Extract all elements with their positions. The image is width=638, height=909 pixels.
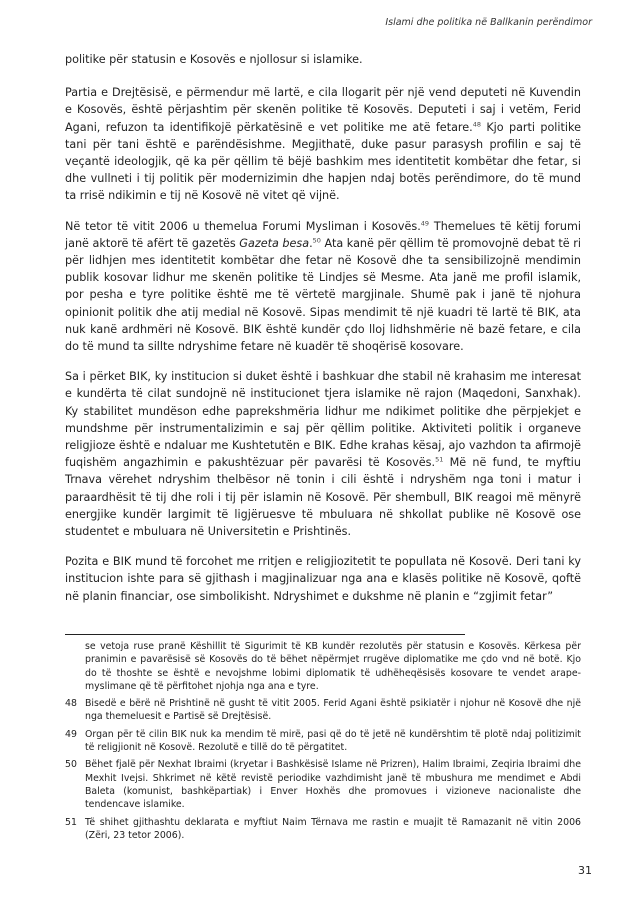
paragraph-1: politike për statusin e Kosovës e njollosur si islamike. (65, 53, 363, 66)
paragraph-4-text-a: Sa i përket BIK, ky institucion si duket është i bashkuar dhe stabil në krahasim me interesat e kundërta të cilat sundojnë në institucionet tjera islamike në rajon (Maqedoni, Sanxhak). Ky stabilitet mundëson edhe paprekshmëria lidhur me ndikimet politike dhe përpjekjet e mundshme për instrumentalizimin e saj për qëllim politike. Aktiviteti politik i organeve religjioze është e ndaluar me Kushtetutën e BIK. Edhe krahas kësaj, ajo vazhdon ta afirmojë fuqishëm angazhimin e pakushtëzuar për pavarësi të Kosovës. (65, 370, 581, 470)
paragraph-5: Pozita e BIK mund të forcohet me rritjen e religjiozitetit te popullata në Kosovë. Deri tani ky institucion ishte para së gjithash i magjinalizuar nga ana e klasës politike në Kosovë, qoftë në planin financiar, ose simbolikisht. Ndryshimet e dukshme në planin e “zgjimit fetar” (65, 555, 581, 603)
footnote-text: Bëhet fjalë për Nexhat Ibraimi (kryetar i Bashkësisë Islame në Prizren), Halim Ibraimi, Zeqiria Ibraimi dhe Mexhit Ivejsi. Shkrimet në këtë revistë periodike vazhdimisht janë të mbushura me mendimet e Abdi Baleta (komunist, bashkëpartiak) i Enver Hoxhës dhe promovues i vizioneve nacionaliste dhe tendencave islamike. (85, 759, 581, 811)
paragraph-4 (65, 368, 581, 540)
paragraph-3-text-a: Në tetor të vitit 2006 u themelua Forumi Mysliman i Kosovës. (65, 219, 421, 233)
footnote-50 (65, 758, 581, 811)
footnote-48 (65, 697, 581, 724)
footnote-text: se vetoja ruse pranë Këshillit të Sigurimit të KB kundër rezolutës për statusin e Kosovës. Kërkesa për pranimin e pavarësisë së Kosovës do të bëhet nëpërmjet rrugëve diplomatike me çdo vnd në botë. Kjo do të thoshte se është e nevojshme lobimi diplomatik të udhëheqësisës kosovare te vendet arape-myslimane që të përfitohet njohja nga ana e tyre. (85, 641, 581, 692)
footnote-number: 51 (65, 816, 77, 828)
paragraph-3-text-b: Themelues të këtij forumi janë aktorë të afërt të gazetës (65, 219, 581, 250)
footnote-ref-49[interactable]: 49 (420, 218, 430, 227)
footnote-ref-48[interactable]: 48 (472, 119, 482, 128)
paragraph-4-text-b: Më në fund, te myftiu Trnava vërehet ndryshim thelbësor në tonin i cili është i ndryshëm nga toni i matur i paraardhësit të tij dhe roli i tij për islamin në Kosovë. Për shembull, BIK reagoi më mënyrë energjike kundër largimit të ligjëruesve të mbuluara në shkollat publike në Kosovë ose studentet e mbuluara në Universitetin e Prishtinës. (65, 456, 581, 539)
footnotes (65, 640, 581, 846)
running-header: Islami dhe politika në Ballkanin perëndimor (385, 17, 592, 28)
footnote-separator (65, 634, 465, 635)
footnote-51 (65, 816, 581, 843)
footnote-number: 49 (65, 728, 77, 740)
paragraph-2 (65, 84, 581, 204)
footnote-text: Të shihet gjithashtu deklarata e myftiut Naim Tërnava me rastin e muajit të Ramazanit në vitin 2006 (Zëri, 23 tetor 2006). (85, 816, 581, 841)
footnote-number (65, 640, 85, 693)
footnote-text: Organ për të cilin BIK nuk ka mendim të mirë, pasi që do të jetë në kundërshtim të plotë ndaj politizimit të religjionit në Kosovë. Rezolutë e tillë do të përgatitet. (85, 728, 581, 754)
footnote-ref-51[interactable]: 51 (435, 455, 444, 464)
paragraph-3 (65, 218, 581, 356)
body-text (65, 51, 581, 618)
paragraph-3-text-d: Ata kanë për qëllim të promovojnë debat të ri për lidhjen mes identitetit kombëtar dhe fetar në Kosovë dhe ta sensibilizojnë mendimin publik kosovar lidhur me skenën politike të Lindjes së Mesme. Ata janë me profil islamik, por pesha e tyre politike është me të vërtetë margjinale. Shumë pak i janë të njohura opinionit politik dhe atij medial në Kosovë. Sipas mendimit të një kuadri të lartë të BIK, ata nuk kanë ardhmëri në Kosovë. BIK është kundër çdo lloj lidhshmërie në bazë fetare, e cila do të mund ta sillte ndryshime fetare në kuadër të shoqërisë kosovare. (65, 236, 581, 354)
paragraph-2-text-a: Partia e Drejtësisë, e përmendur më lartë, e cila llogarit për një vend deputeti në Kuvendin e Kosovës, është përjashtim për skenën politike të Kosovës. Deputeti i saj i vetëm, Ferid Agani, refuzon ta identifikojë përkatësinë e vet politike me atë fetare. (65, 86, 581, 134)
footnote-49 (65, 728, 581, 755)
newspaper-title: Gazeta besa (239, 236, 310, 250)
page-number: 31 (578, 864, 592, 877)
footnote-number: 50 (65, 759, 77, 771)
footnote-ref-50[interactable]: 50 (312, 236, 321, 245)
paragraph-3-text-c: . (309, 236, 313, 250)
footnote-continued (65, 640, 581, 693)
footnote-text: Bisedë e bërë në Prishtinë në gusht të vitit 2005. Ferid Agani është psikiatër i njohur në Kosovë dhe një nga themeluesit e Partisë së Drejtësisë. (85, 698, 581, 723)
paragraph-2-text-b: Kjo parti politike tani për tani është e parëndësishme. Megjithatë, duke pasur parasysh profilin e saj të veçantë ideologjik, që ka për qëllim të bëjë bashkim mes identitetit kombëtar dhe fetar, si dhe vullneti i tij politik për modernizimin dhe hapjen ndaj botës perëndimore, do të mund ta rrisë ndikimin e tij në Kosovë në vitet që vijnë. (65, 120, 581, 203)
footnote-number: 48 (65, 698, 77, 710)
